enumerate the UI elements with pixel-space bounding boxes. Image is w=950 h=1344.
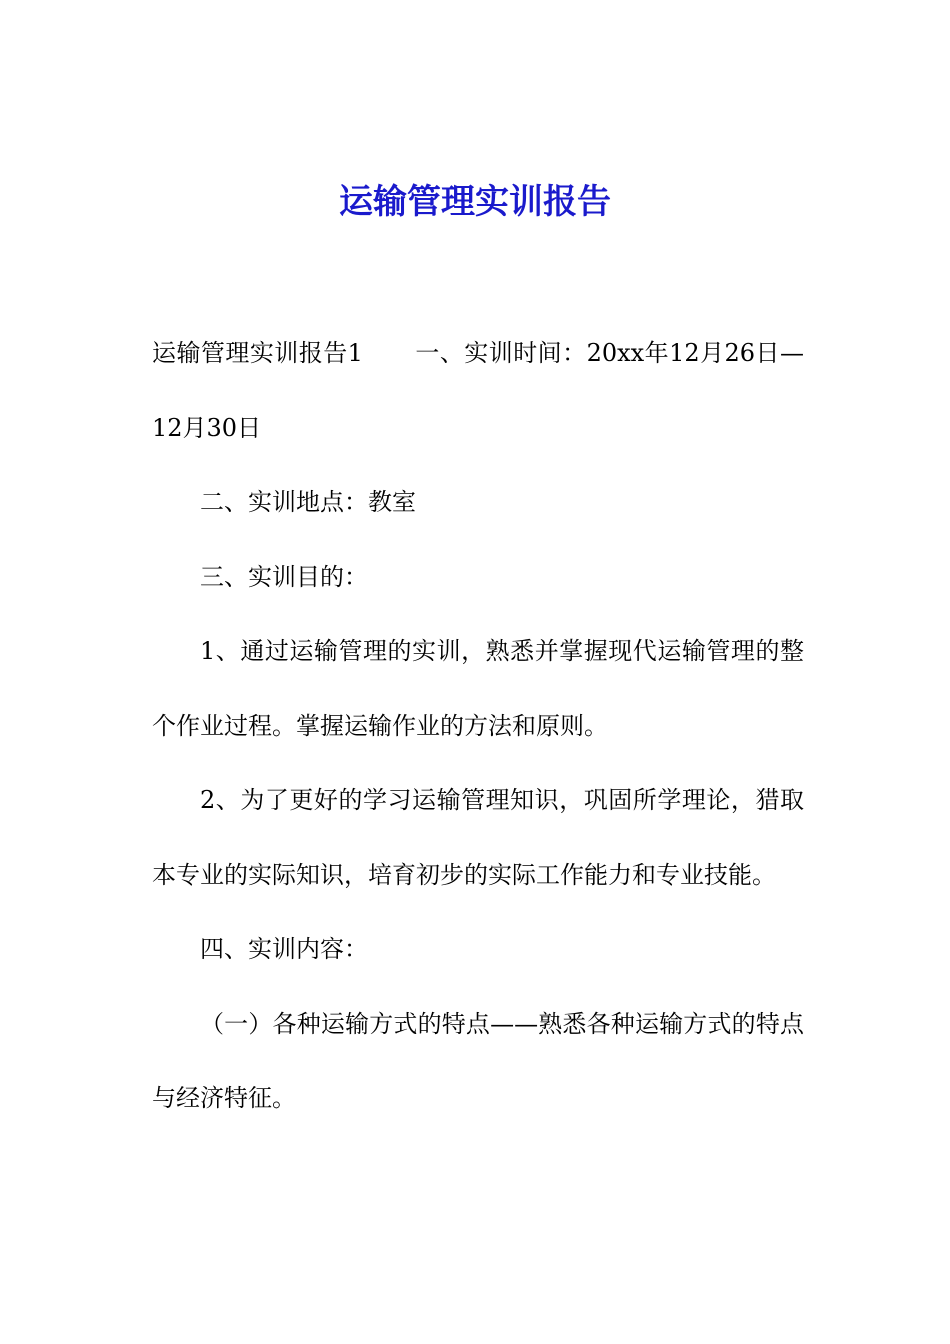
report-subheading: 运输管理实训报告1 xyxy=(152,339,363,367)
document-body xyxy=(152,316,804,1136)
paragraph-content-1: （一）各种运输方式的特点——熟悉各种运输方式的特点与经济特征。 xyxy=(152,1009,804,1112)
paragraph-location: 二、实训地点：教室 xyxy=(200,488,416,516)
paragraph-purpose-2: 2、为了更好的学习运输管理知识，巩固所学理论，猎取本专业的实际知识，培育初步的实际工作能力和专业技能。 xyxy=(152,786,804,889)
paragraph-time xyxy=(152,316,804,465)
paragraph-purpose-1: 1、通过运输管理的实训，熟悉并掌握现代运输管理的整个作业过程。掌握运输作业的方法和原则。 xyxy=(152,637,804,740)
document-title: 运输管理实训报告 xyxy=(339,182,611,222)
paragraph-text: 一、实训时间：20xx年12月26日—12月30日 xyxy=(152,339,804,442)
paragraph-purpose-heading: 三、实训目的： xyxy=(200,562,368,591)
paragraph-content-heading: 四、实训内容： xyxy=(200,935,368,963)
